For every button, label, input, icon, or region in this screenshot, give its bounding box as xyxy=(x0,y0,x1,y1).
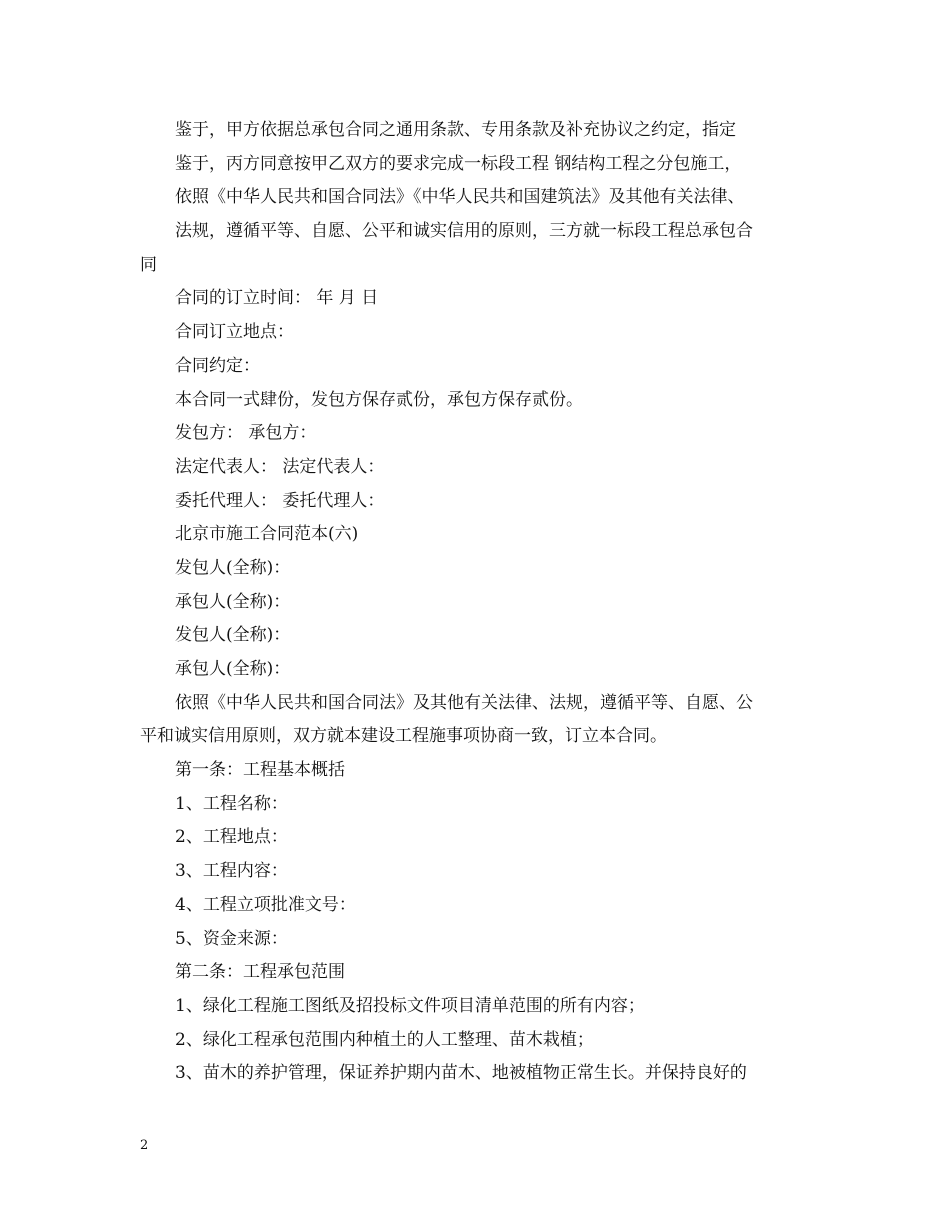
text-line: 发包人(全称)： xyxy=(175,625,291,646)
text-line: 委托代理人： 委托代理人： xyxy=(175,490,385,511)
text-line: 法定代表人： 法定代表人： xyxy=(175,456,385,477)
text-line: 1、绿化工程施工图纸及招投标文件项目清单范围的所有内容； xyxy=(175,995,645,1016)
text-line: 合同订立地点： xyxy=(175,322,294,343)
text-line: 2、工程地点： xyxy=(175,827,288,848)
text-line: 承包人(全称)： xyxy=(175,591,291,612)
text-line: 本合同一式肆份，发包方保存贰份，承包方保存贰份。 xyxy=(175,389,583,410)
text-line: 3、苗木的养护管理，保证养护期内苗木、地被植物正常生长。并保持良好的 xyxy=(175,1063,747,1084)
text-line: 1、工程名称： xyxy=(175,793,288,814)
text-line: 承包人(全称)： xyxy=(175,659,291,679)
text-line: 2、绿化工程承包范围内种植土的人工整理、苗木栽植； xyxy=(175,1029,594,1050)
text-line: 依照《中华人民共和国合同法》《中华人民共和国建筑法》及其他有关法律、 xyxy=(175,187,745,208)
text-line: 合同的订立时间： 年 月 日 xyxy=(175,288,379,309)
document-body xyxy=(140,114,812,1091)
text-line: 4、工程立项批准文号： xyxy=(175,894,356,915)
text-line: 合同约定： xyxy=(175,355,260,376)
text-line: 平和诚实信用原则，双方就本建设工程施事项协商一致，订立本合同。 xyxy=(140,726,667,747)
text-line: 第二条：工程承包范围 xyxy=(175,962,345,983)
text-line: 同 xyxy=(140,254,157,275)
text-line: 法规，遵循平等、自愿、公平和诚实信用的原则，三方就一标段工程总承包合 xyxy=(175,221,753,242)
text-line: 5、资金来源： xyxy=(175,928,288,949)
text-line: 发包人(全称)： xyxy=(175,557,291,578)
page-number: 2 xyxy=(140,1138,149,1153)
text-line: 3、工程内容： xyxy=(175,861,288,882)
text-line: 第一条：工程基本概括 xyxy=(175,760,345,781)
text-line: 鉴于，甲方依据总承包合同之通用条款、专用条款及补充协议之约定，指定 xyxy=(175,120,736,140)
text-line: 发包方： 承包方： xyxy=(175,423,317,444)
text-line: 北京市施工合同范本(六) xyxy=(175,524,359,545)
text-line: 鉴于，丙方同意按甲乙双方的要求完成一标段工程 钢结构工程之分包施工， xyxy=(175,153,742,174)
text-line: 依照《中华人民共和国合同法》及其他有关法律、法规，遵循平等、自愿、公 xyxy=(175,692,753,713)
